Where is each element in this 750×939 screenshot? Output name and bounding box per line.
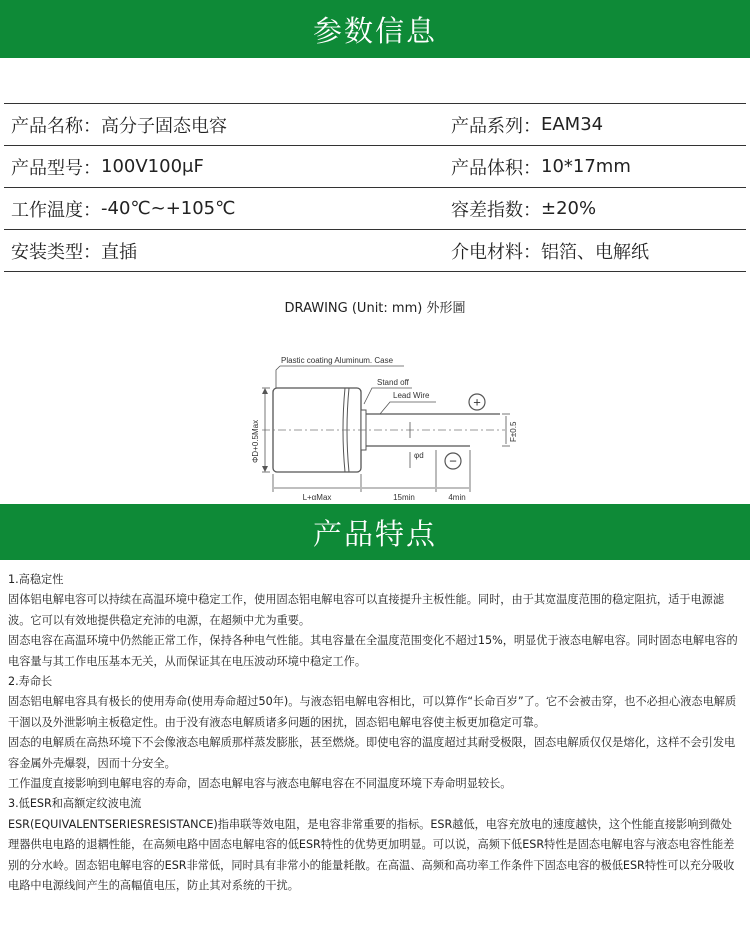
feature-paragraph: 固态铝电解电容具有极长的使用寿命(使用寿命超过50年)。与液态铝电解电容相比，可以算作“长命百岁”了。它不会被击穿，也不必担心液态电解质干涸以及外泄影响主板稳定性。由于没有液态电解质诸多问题的困扰，固态铝电解电容使主板更加稳定可靠。 [8, 695, 737, 729]
lead-length-label: 15min [393, 493, 415, 502]
spec-label: 容差指数： [451, 199, 541, 221]
lead-offset-label: 4min [448, 493, 466, 502]
spec-label: 产品型号： [11, 157, 101, 179]
spec-label: 产品系列： [451, 115, 541, 137]
spec-cell [447, 238, 746, 264]
spec-row [4, 188, 746, 230]
feature-paragraph: 固态的电解质在高热环境下不会像液态电解质那样蒸发膨胀，甚至燃烧。即使电容的温度超过其耐受极限，固态电解质仅仅是熔化，这样不会引发电容金属外壳爆裂，因而十分安全。 [8, 736, 736, 770]
spec-label: 产品名称： [11, 115, 101, 137]
drawing-title: DRAWING (Unit: mm) 外形圖 [284, 301, 466, 316]
spec-value: ±20% [541, 198, 597, 219]
spec-row [4, 104, 746, 146]
spec-label: 产品体积： [451, 157, 541, 179]
feature-paragraph: ESR(EQUIVALENTSERIESRESISTANCE)指串联等效电阻，是电容非常重要的指标。ESR越低，电容充放电的速度越快，这个性能直接影响到微处理器供电电路的退耦性能，在高频电路中固态电解电容的低ESR特性的优势更加明显。可以说，高频下低ESR特性是固态电解电容与液态电容性能差别的分水岭。固态铝电解电容的ESR非常低，同时具有非常小的能量耗散。在高温、高频和高功率工作条件下固态电容的极低ESR特性可以充分吸收电路中电源线间产生的高幅值电压，防止其对系统的干扰。 [8, 817, 735, 893]
spec-cell [4, 154, 447, 180]
lead-diameter-label: φd [414, 451, 424, 460]
feature-paragraph: 固体铝电解电容可以持续在高温环境中稳定工作，使用固态铝电解电容可以直接提升主板性能。同时，由于其宽温度范围的稳定阻抗，适于电源滤波。它可以有效地提供稳定充沛的电源，在超频中尤为重要。 [8, 593, 725, 627]
spec-value: 10*17mm [541, 156, 631, 177]
standoff-label: Stand off [377, 378, 409, 387]
feature-heading: 3.低ESR和高额定纹波电流 [8, 797, 142, 811]
spec-row [4, 230, 746, 272]
spec-cell [447, 196, 746, 222]
capacitor-drawing-svg [0, 318, 750, 504]
spec-value: 铝箔、电解纸 [541, 241, 649, 263]
length-label: L+αMax [302, 493, 332, 502]
spec-label: 工作温度： [11, 199, 101, 221]
features-section [0, 560, 750, 897]
feature-paragraph: 工作温度直接影响到电解电容的寿命，固态电解电容与液态电解电容在不同温度环境下寿命明显较长。 [8, 777, 512, 791]
spec-row [4, 146, 746, 188]
features-banner [0, 504, 750, 560]
spec-value: 高分子固态电容 [101, 115, 227, 137]
pitch-label: F±0.5 [509, 421, 518, 442]
spec-value: -40℃~+105℃ [101, 198, 236, 219]
leadwire-label: Lead Wire [393, 391, 430, 400]
features-banner-title: 产品特点 [312, 516, 437, 551]
spec-label: 安装类型： [11, 241, 101, 263]
spec-cell [4, 238, 447, 264]
spec-value: 100V100μF [101, 156, 204, 177]
diameter-label: ΦD+0.5Max [251, 419, 260, 463]
spec-cell [4, 112, 447, 138]
spec-table [4, 103, 746, 272]
feature-paragraph: 固态电容在高温环境中仍然能正常工作，保持各种电气性能。其电容量在全温度范围变化不超过15%，明显优于液态电解电容。同时固态电解电容的电容量与其工作电压基本无关，从而保证其在电压波动环境中稳定工作。 [8, 634, 738, 668]
capacitor-drawing [0, 318, 750, 504]
spec-cell [447, 154, 746, 180]
spec-label: 介电材料： [451, 241, 541, 263]
spec-value: EAM34 [541, 114, 604, 135]
spec-value: 直插 [101, 241, 137, 263]
header-banner-title: 参数信息 [312, 13, 437, 48]
minus-label: − [449, 453, 457, 469]
spec-cell [447, 112, 746, 138]
header-banner [0, 0, 750, 58]
spec-cell [4, 196, 447, 222]
feature-heading: 1.高稳定性 [8, 573, 64, 586]
plus-label: + [473, 394, 481, 410]
case-label: Plastic coating Aluminum. Case [281, 356, 394, 365]
feature-heading: 2.寿命长 [8, 675, 53, 689]
